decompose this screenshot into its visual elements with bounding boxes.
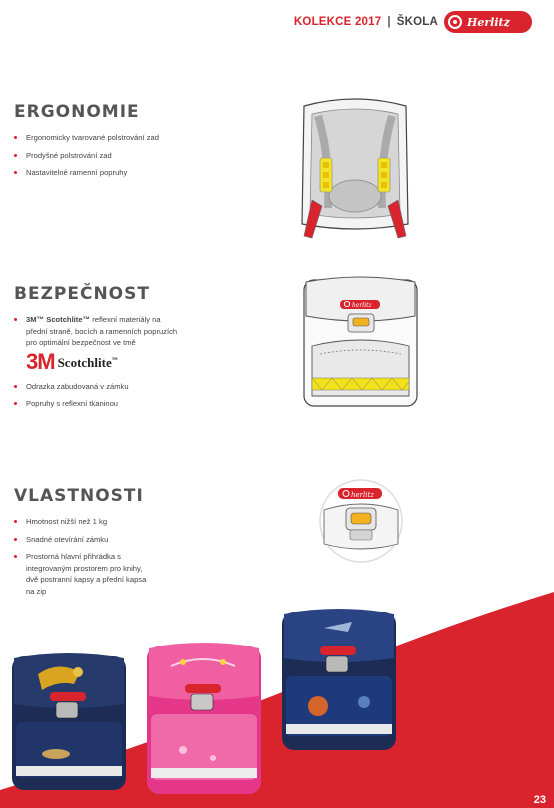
backpack-front-illustration	[298, 274, 423, 414]
bullet-list	[14, 132, 214, 179]
section-ergonomics	[14, 102, 214, 185]
list-item: Hmotnost nižší než 1 kg	[14, 516, 149, 528]
bullet-list	[14, 314, 184, 349]
collection-label: KOLEKCE 2017	[293, 16, 382, 28]
backpack-photo-navy-space	[278, 606, 400, 756]
list-item	[14, 314, 184, 349]
scotchlite-bold: 3M™ Scotchlite™	[26, 315, 91, 324]
logo-3m: 3M	[26, 348, 55, 374]
logo-scotchlite-word: Scotchlite	[57, 354, 112, 370]
svg-text:herlitz: herlitz	[351, 491, 374, 499]
scotchlite-logo	[26, 348, 184, 374]
herlitz-logo	[444, 11, 532, 33]
list-item: Prodyšné polstrování zad	[14, 150, 214, 162]
logo-scotchlite	[58, 355, 118, 371]
list-item: Snadné otevírání zámku	[14, 534, 149, 546]
backpack-photo-navy-dinosaur	[8, 650, 130, 796]
list-item: Odrazka zabudovaná v zámku	[14, 381, 184, 393]
header-separator: |	[387, 16, 391, 28]
list-item: Popruhy s reflexní tkaninou	[14, 398, 184, 410]
page-number: 23	[533, 794, 546, 806]
scotchlite-text: reflexní materiály na přední straně, bocích a ramenních popruzích pro optimální bezpečnost ve tmě	[26, 315, 178, 347]
section-title: VLASTNOSTI	[14, 486, 144, 506]
page-header	[294, 11, 532, 33]
list-item: Nastavitelné ramenní popruhy	[14, 167, 214, 179]
category-label: ŠKOLA	[396, 16, 438, 28]
list-item: Ergonomicky tvarované polstrování zad	[14, 132, 214, 144]
herlitz-logo-icon	[448, 15, 462, 29]
svg-text:herlitz: herlitz	[352, 302, 372, 309]
bullet-list	[14, 381, 184, 410]
section-title: ERGONOMIE	[14, 102, 140, 122]
logo-tm: ™	[111, 357, 118, 364]
herlitz-logo-text: Herlitz	[467, 15, 510, 29]
section-title: BEZPEČNOST	[14, 284, 150, 304]
list-item: Prostorná hlavní přihrádka s integrovaným prostorem pro knihy, dvě postranní kapsy a přední kapsa na zip	[14, 551, 149, 597]
backpack-photo-pink-floral	[143, 640, 265, 800]
backpack-back-illustration	[290, 96, 420, 246]
section-safety	[14, 284, 184, 416]
